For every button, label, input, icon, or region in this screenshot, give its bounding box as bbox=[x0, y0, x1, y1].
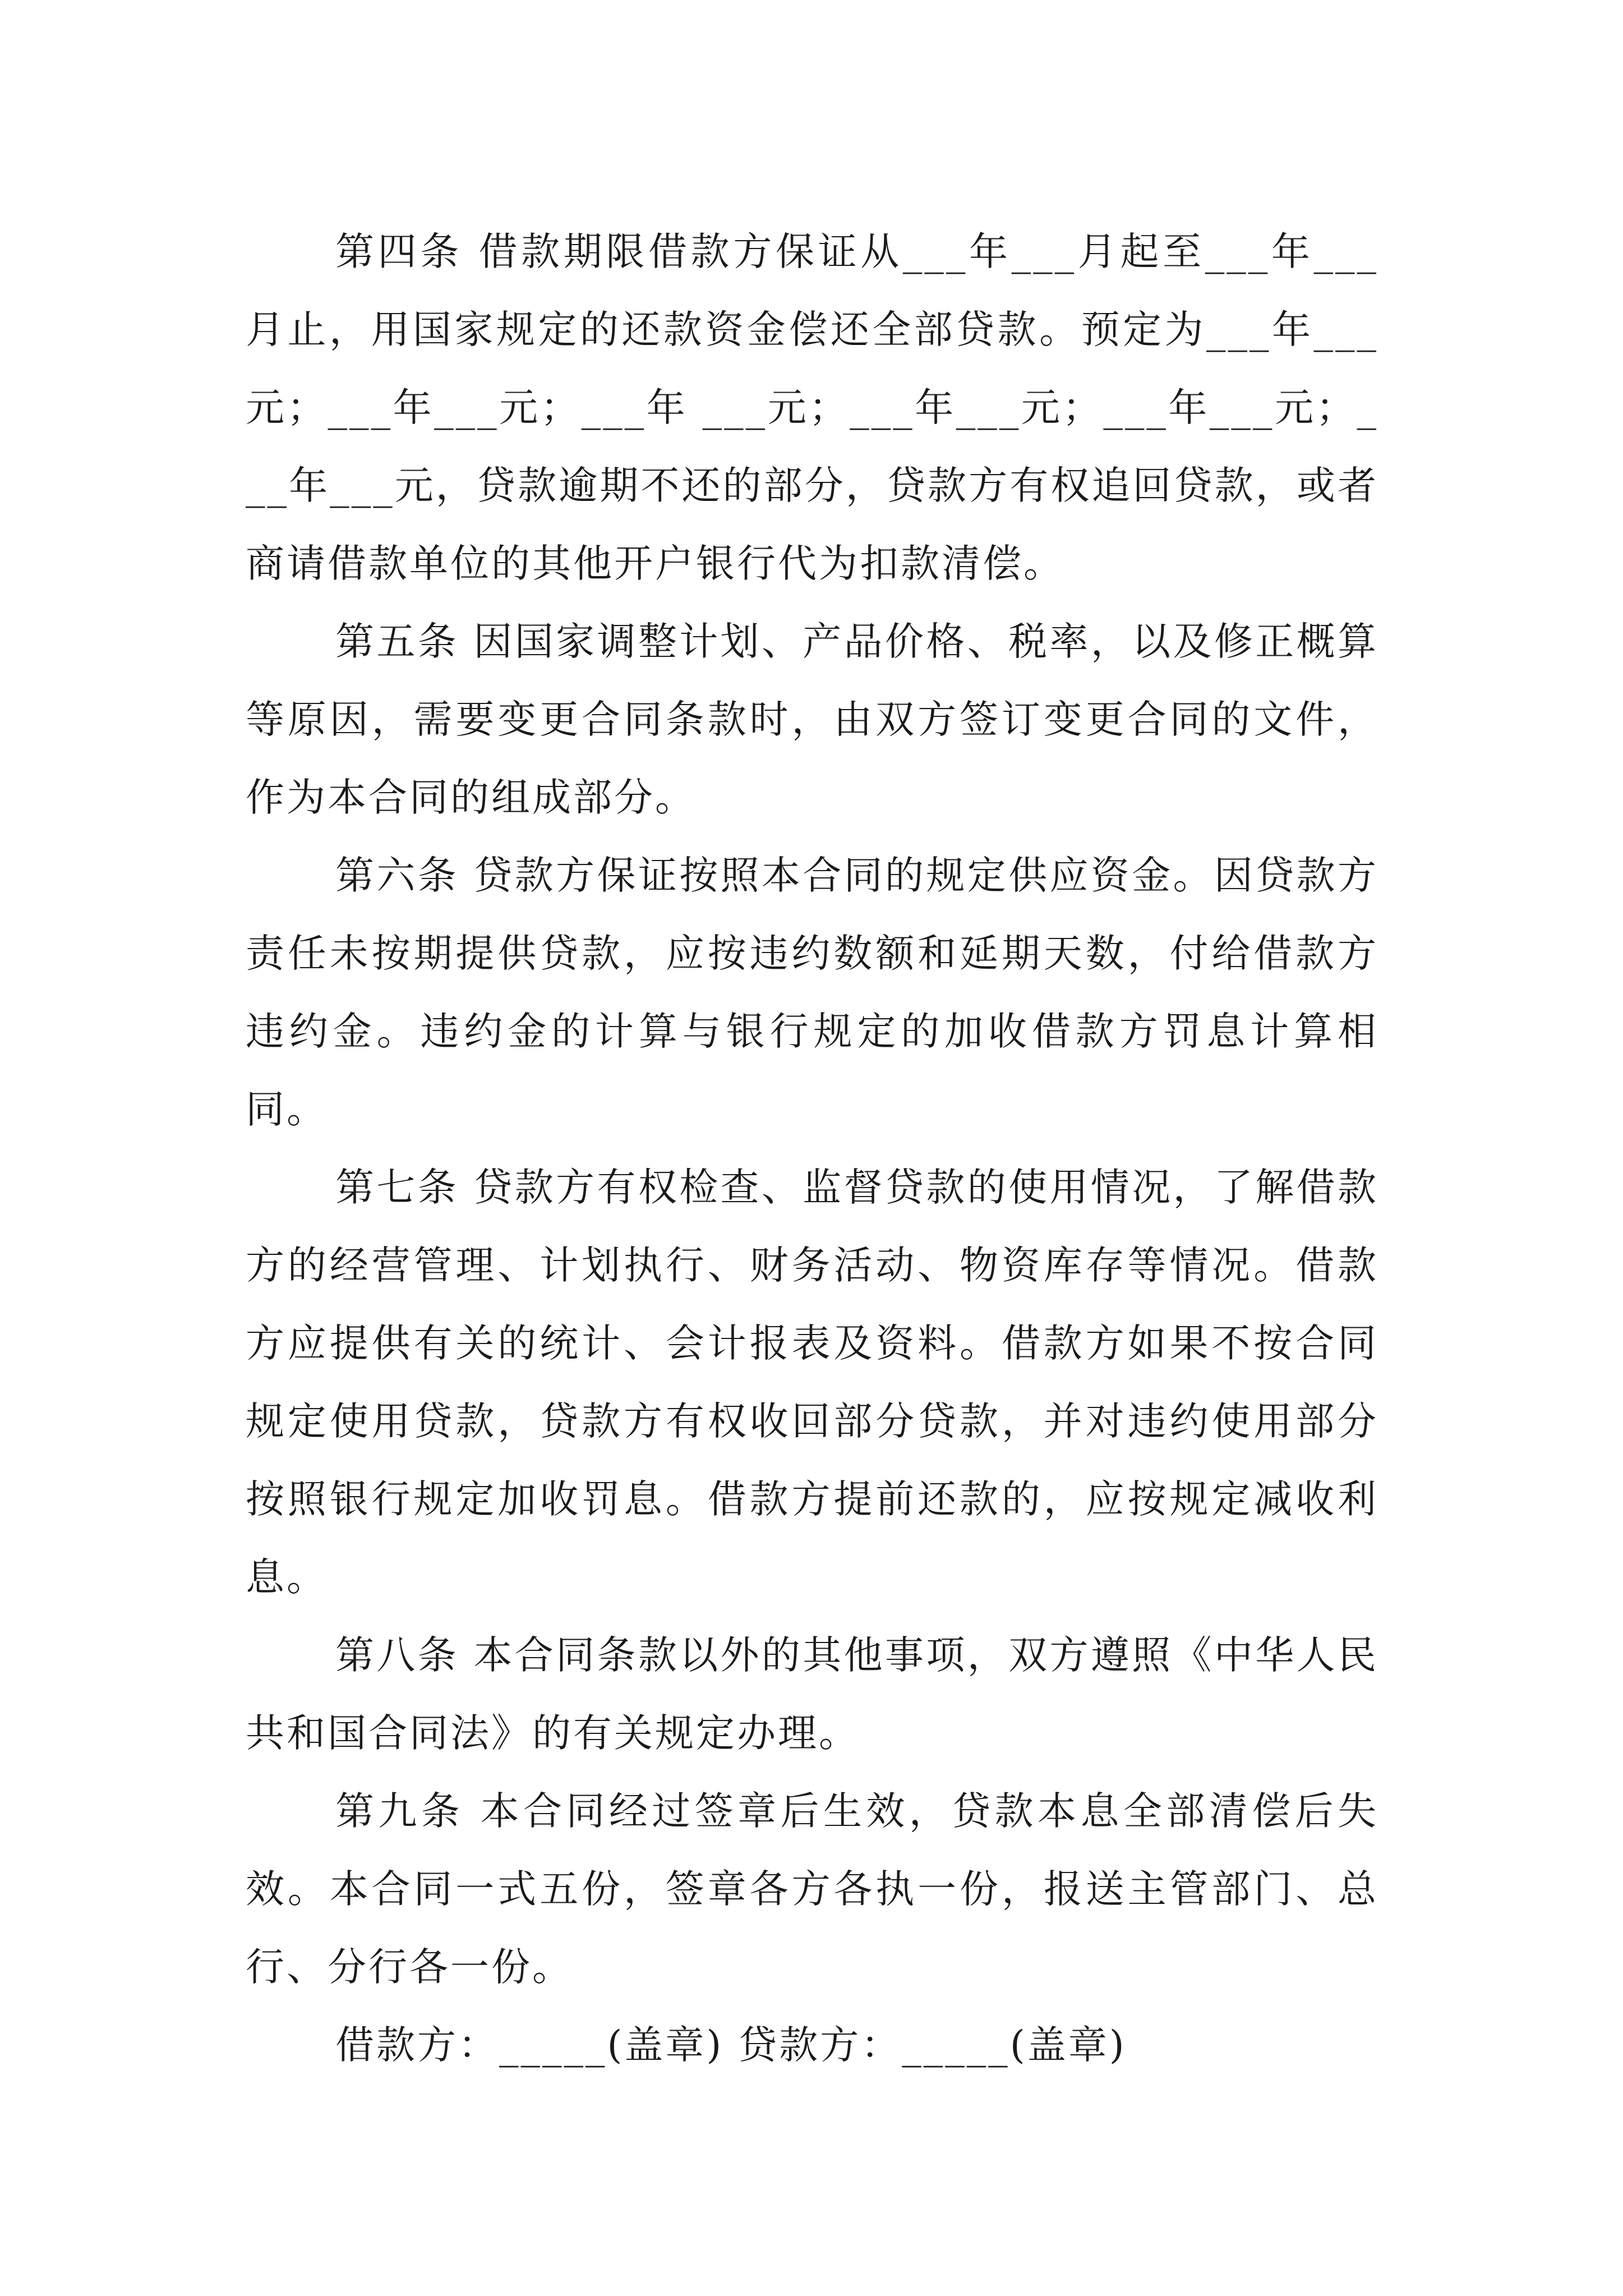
article-6: 第六条 贷款方保证按照本合同的规定供应资金。因贷款方责任未按期提供贷款，应按违约数额和延期天数，付给借款方违约金。违约金的计算与银行规定的加收借款方罚息计算相同。 bbox=[246, 853, 1378, 1132]
article-8: 第八条 本合同条款以外的其他事项，双方遵照《中华人民共和国合同法》的有关规定办理。 bbox=[246, 1633, 1378, 1756]
article-9: 第九条 本合同经过签章后生效，贷款本息全部清偿后失效。本合同一式五份，签章各方各执一份，报送主管部门、总行、分行各一份。 bbox=[246, 1789, 1378, 1990]
article-5: 第五条 因国家调整计划、产品价格、税率，以及修正概算等原因，需要变更合同条款时，由双方签订变更合同的文件，作为本合同的组成部分。 bbox=[246, 619, 1378, 820]
article-4: 第四条 借款期限借款方保证从___年___月起至___年___月止，用国家规定的还款资金偿还全部贷款。预定为___年___元；___年___元；___年 ___元；___年___元；___年___元；___年___元，贷款逾期不还的部分，贷款方有权追回贷款，或者商请借款单位的其他开户银行代为扣款清偿。 bbox=[246, 229, 1378, 586]
signature-line: 借款方：_____(盖章) 贷款方：_____(盖章) bbox=[335, 2023, 1127, 2068]
contract-body bbox=[246, 213, 1378, 2085]
article-7: 第七条 贷款方有权检查、监督贷款的使用情况，了解借款方的经营管理、计划执行、财务活动、物资库存等情况。借款方应提供有关的统计、会计报表及资料。借款方如果不按合同规定使用贷款，贷款方有权收回部分贷款，并对违约使用部分按照银行规定加收罚息。借款方提前还款的，应按规定减收利息。 bbox=[246, 1165, 1378, 1600]
